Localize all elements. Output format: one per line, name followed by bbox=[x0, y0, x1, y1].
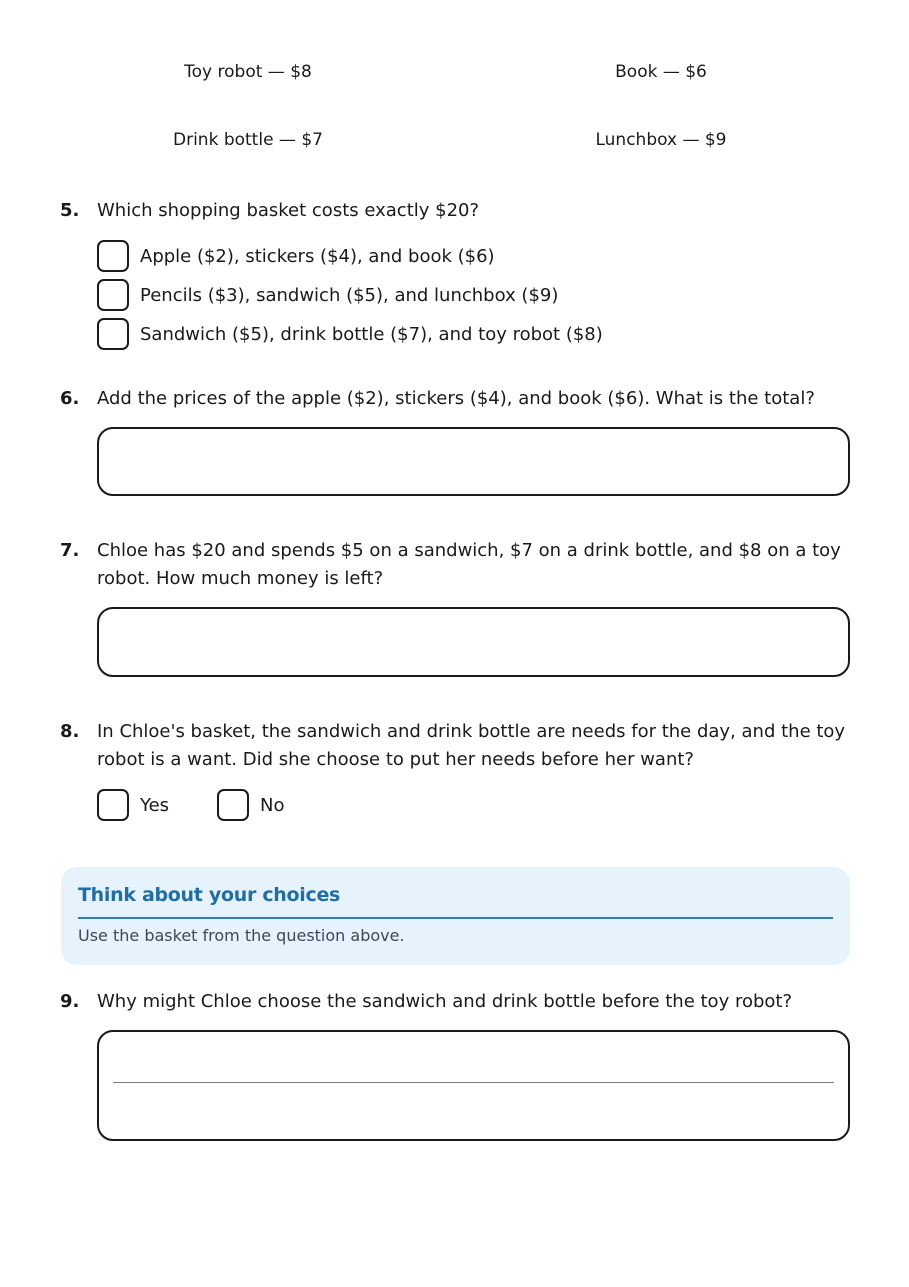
tip-callout bbox=[61, 867, 850, 965]
question-7 bbox=[60, 537, 849, 593]
question-number: 6. bbox=[60, 388, 80, 409]
option-yes[interactable] bbox=[97, 789, 169, 821]
option-label: Sandwich ($5), drink bottle ($7), and toy robot ($8) bbox=[140, 323, 603, 345]
question-number: 7. bbox=[60, 540, 80, 561]
question-6 bbox=[60, 385, 849, 413]
callout-divider bbox=[78, 917, 833, 919]
checkbox[interactable] bbox=[97, 318, 129, 350]
writing-line bbox=[113, 1082, 834, 1083]
question-number: 9. bbox=[60, 991, 80, 1012]
question-text: Why might Chloe choose the sandwich and drink bottle before the toy robot? bbox=[97, 991, 793, 1012]
checkbox[interactable] bbox=[97, 789, 129, 821]
question-9 bbox=[60, 988, 849, 1016]
option-label: Apple ($2), stickers ($4), and book ($6) bbox=[140, 245, 495, 267]
question-number: 5. bbox=[60, 200, 80, 221]
price-toy-robot: Toy robot — $8 bbox=[184, 62, 312, 82]
option-label: No bbox=[260, 794, 285, 816]
answer-box-q7[interactable] bbox=[97, 607, 850, 677]
question-text: Which shopping basket costs exactly $20? bbox=[97, 200, 480, 221]
checkbox[interactable] bbox=[97, 240, 129, 272]
option-no[interactable] bbox=[217, 789, 284, 821]
option-basket-b[interactable] bbox=[97, 279, 558, 311]
callout-text: Use the basket from the question above. bbox=[78, 926, 405, 945]
question-text: Add the prices of the apple ($2), stickers ($4), and book ($6). What is the total? bbox=[97, 388, 815, 409]
option-label: Yes bbox=[140, 794, 170, 816]
question-text: In Chloe's basket, the sandwich and drink bottle are needs for the day, and the toy robot is a want. Did she choose to put her needs before her want? bbox=[97, 721, 846, 770]
question-text: Chloe has $20 and spends $5 on a sandwich, $7 on a drink bottle, and $8 on a toy robot. How much money is left? bbox=[97, 540, 841, 589]
option-label: Pencils ($3), sandwich ($5), and lunchbox ($9) bbox=[140, 284, 559, 306]
answer-box-q9[interactable] bbox=[97, 1030, 850, 1141]
question-8 bbox=[60, 718, 849, 828]
option-basket-a[interactable] bbox=[97, 240, 495, 272]
question-5 bbox=[60, 197, 849, 357]
price-lunchbox: Lunchbox — $9 bbox=[595, 130, 727, 150]
price-drink-bottle: Drink bottle — $7 bbox=[173, 130, 323, 150]
checkbox[interactable] bbox=[217, 789, 249, 821]
answer-box-q6[interactable] bbox=[97, 427, 850, 496]
option-basket-c[interactable] bbox=[97, 318, 603, 350]
callout-title: Think about your choices bbox=[78, 884, 341, 906]
checkbox[interactable] bbox=[97, 279, 129, 311]
question-number: 8. bbox=[60, 721, 80, 742]
price-book: Book — $6 bbox=[615, 62, 707, 82]
